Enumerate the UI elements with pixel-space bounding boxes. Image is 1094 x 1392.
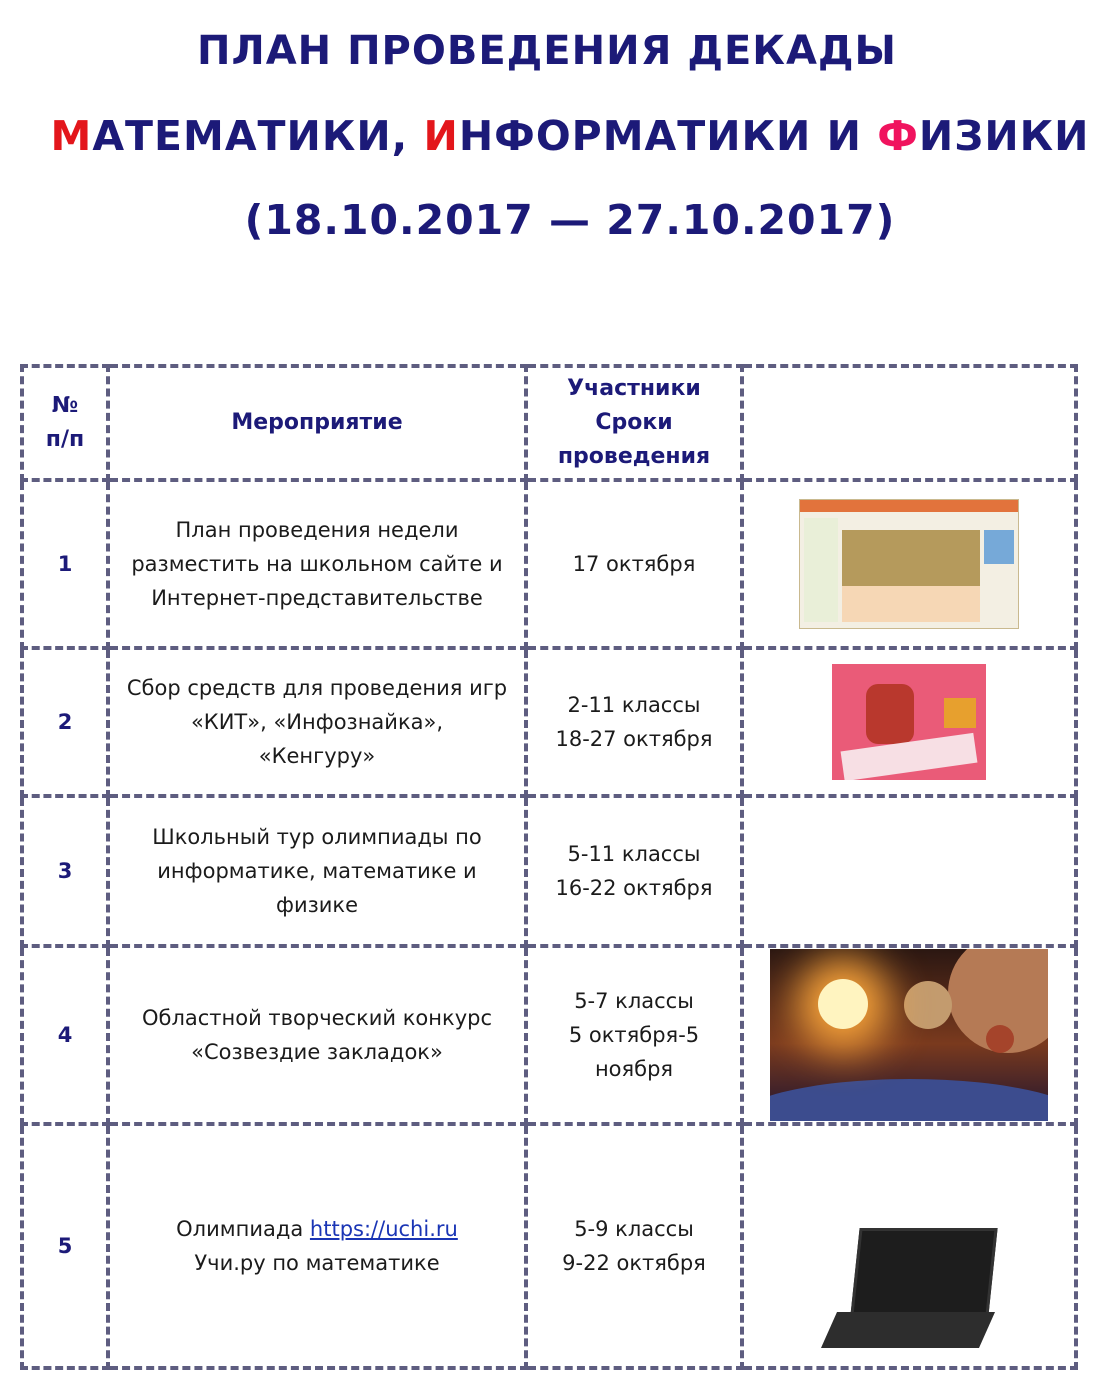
row-event: Сбор средств для проведения игр «КИТ», «Инфознайка», «Кенгуру»	[108, 648, 526, 796]
space-planets-image	[770, 949, 1048, 1121]
row-image-cell	[742, 1124, 1076, 1368]
title-dates: (18.10.2017 — 27.10.2017)	[244, 196, 896, 244]
row-info: 5-9 классы 9-22 октября	[526, 1124, 742, 1368]
table-row	[22, 648, 1076, 796]
row-event: План проведения недели разместить на школьном сайте и Интернет-представительстве	[108, 480, 526, 648]
row-image-cell	[742, 796, 1076, 946]
header-event: Мероприятие	[108, 366, 526, 480]
uchi-link[interactable]: https://uchi.ru	[309, 1217, 458, 1241]
title-initial-i: И	[423, 112, 459, 160]
title-initial-f: Ф	[877, 112, 919, 160]
title-initial-m: М	[50, 112, 93, 160]
title-text-m: АТЕМАТИКИ,	[92, 112, 424, 160]
title-line-1: ПЛАН ПРОВЕДЕНИЯ ДЕКАДЫ	[197, 28, 897, 74]
row-info: 5-11 классы 16-22 октября	[526, 796, 742, 946]
table-header-row	[22, 366, 1076, 480]
header-num: № п/п	[22, 366, 108, 480]
row-number: 4	[22, 946, 108, 1124]
table-row	[22, 1124, 1076, 1368]
row-info: 5-7 классы 5 октября-5 ноября	[526, 946, 742, 1124]
row-number: 3	[22, 796, 108, 946]
laptop-image	[819, 1224, 999, 1354]
row-image-cell	[742, 946, 1076, 1124]
title-text-i: НФОРМАТИКИ И	[458, 112, 878, 160]
row-number: 1	[22, 480, 108, 648]
table-row	[22, 480, 1076, 648]
title-line-2	[0, 112, 1094, 160]
row-image-cell	[742, 648, 1076, 796]
row-event: Олимпиада https://uchi.ru Учи.ру по математике	[108, 1124, 526, 1368]
header-image	[742, 366, 1076, 480]
row-event: Областной творческий конкурс «Созвездие закладок»	[108, 946, 526, 1124]
table-row	[22, 946, 1076, 1124]
plan-table	[20, 364, 1078, 1370]
row-info: 2-11 классы 18-27 октября	[526, 648, 742, 796]
row-image-cell	[742, 480, 1076, 648]
table-row	[22, 796, 1076, 946]
row-event: Школьный тур олимпиады по информатике, математике и физике	[108, 796, 526, 946]
row-number: 2	[22, 648, 108, 796]
row-info: 17 октября	[526, 480, 742, 648]
title-text-f: ИЗИКИ	[918, 112, 1090, 160]
header-participants-dates: Участники Сроки проведения	[526, 366, 742, 480]
row-number: 5	[22, 1124, 108, 1368]
school-website-image	[799, 499, 1019, 629]
cartoon-image	[832, 664, 986, 780]
